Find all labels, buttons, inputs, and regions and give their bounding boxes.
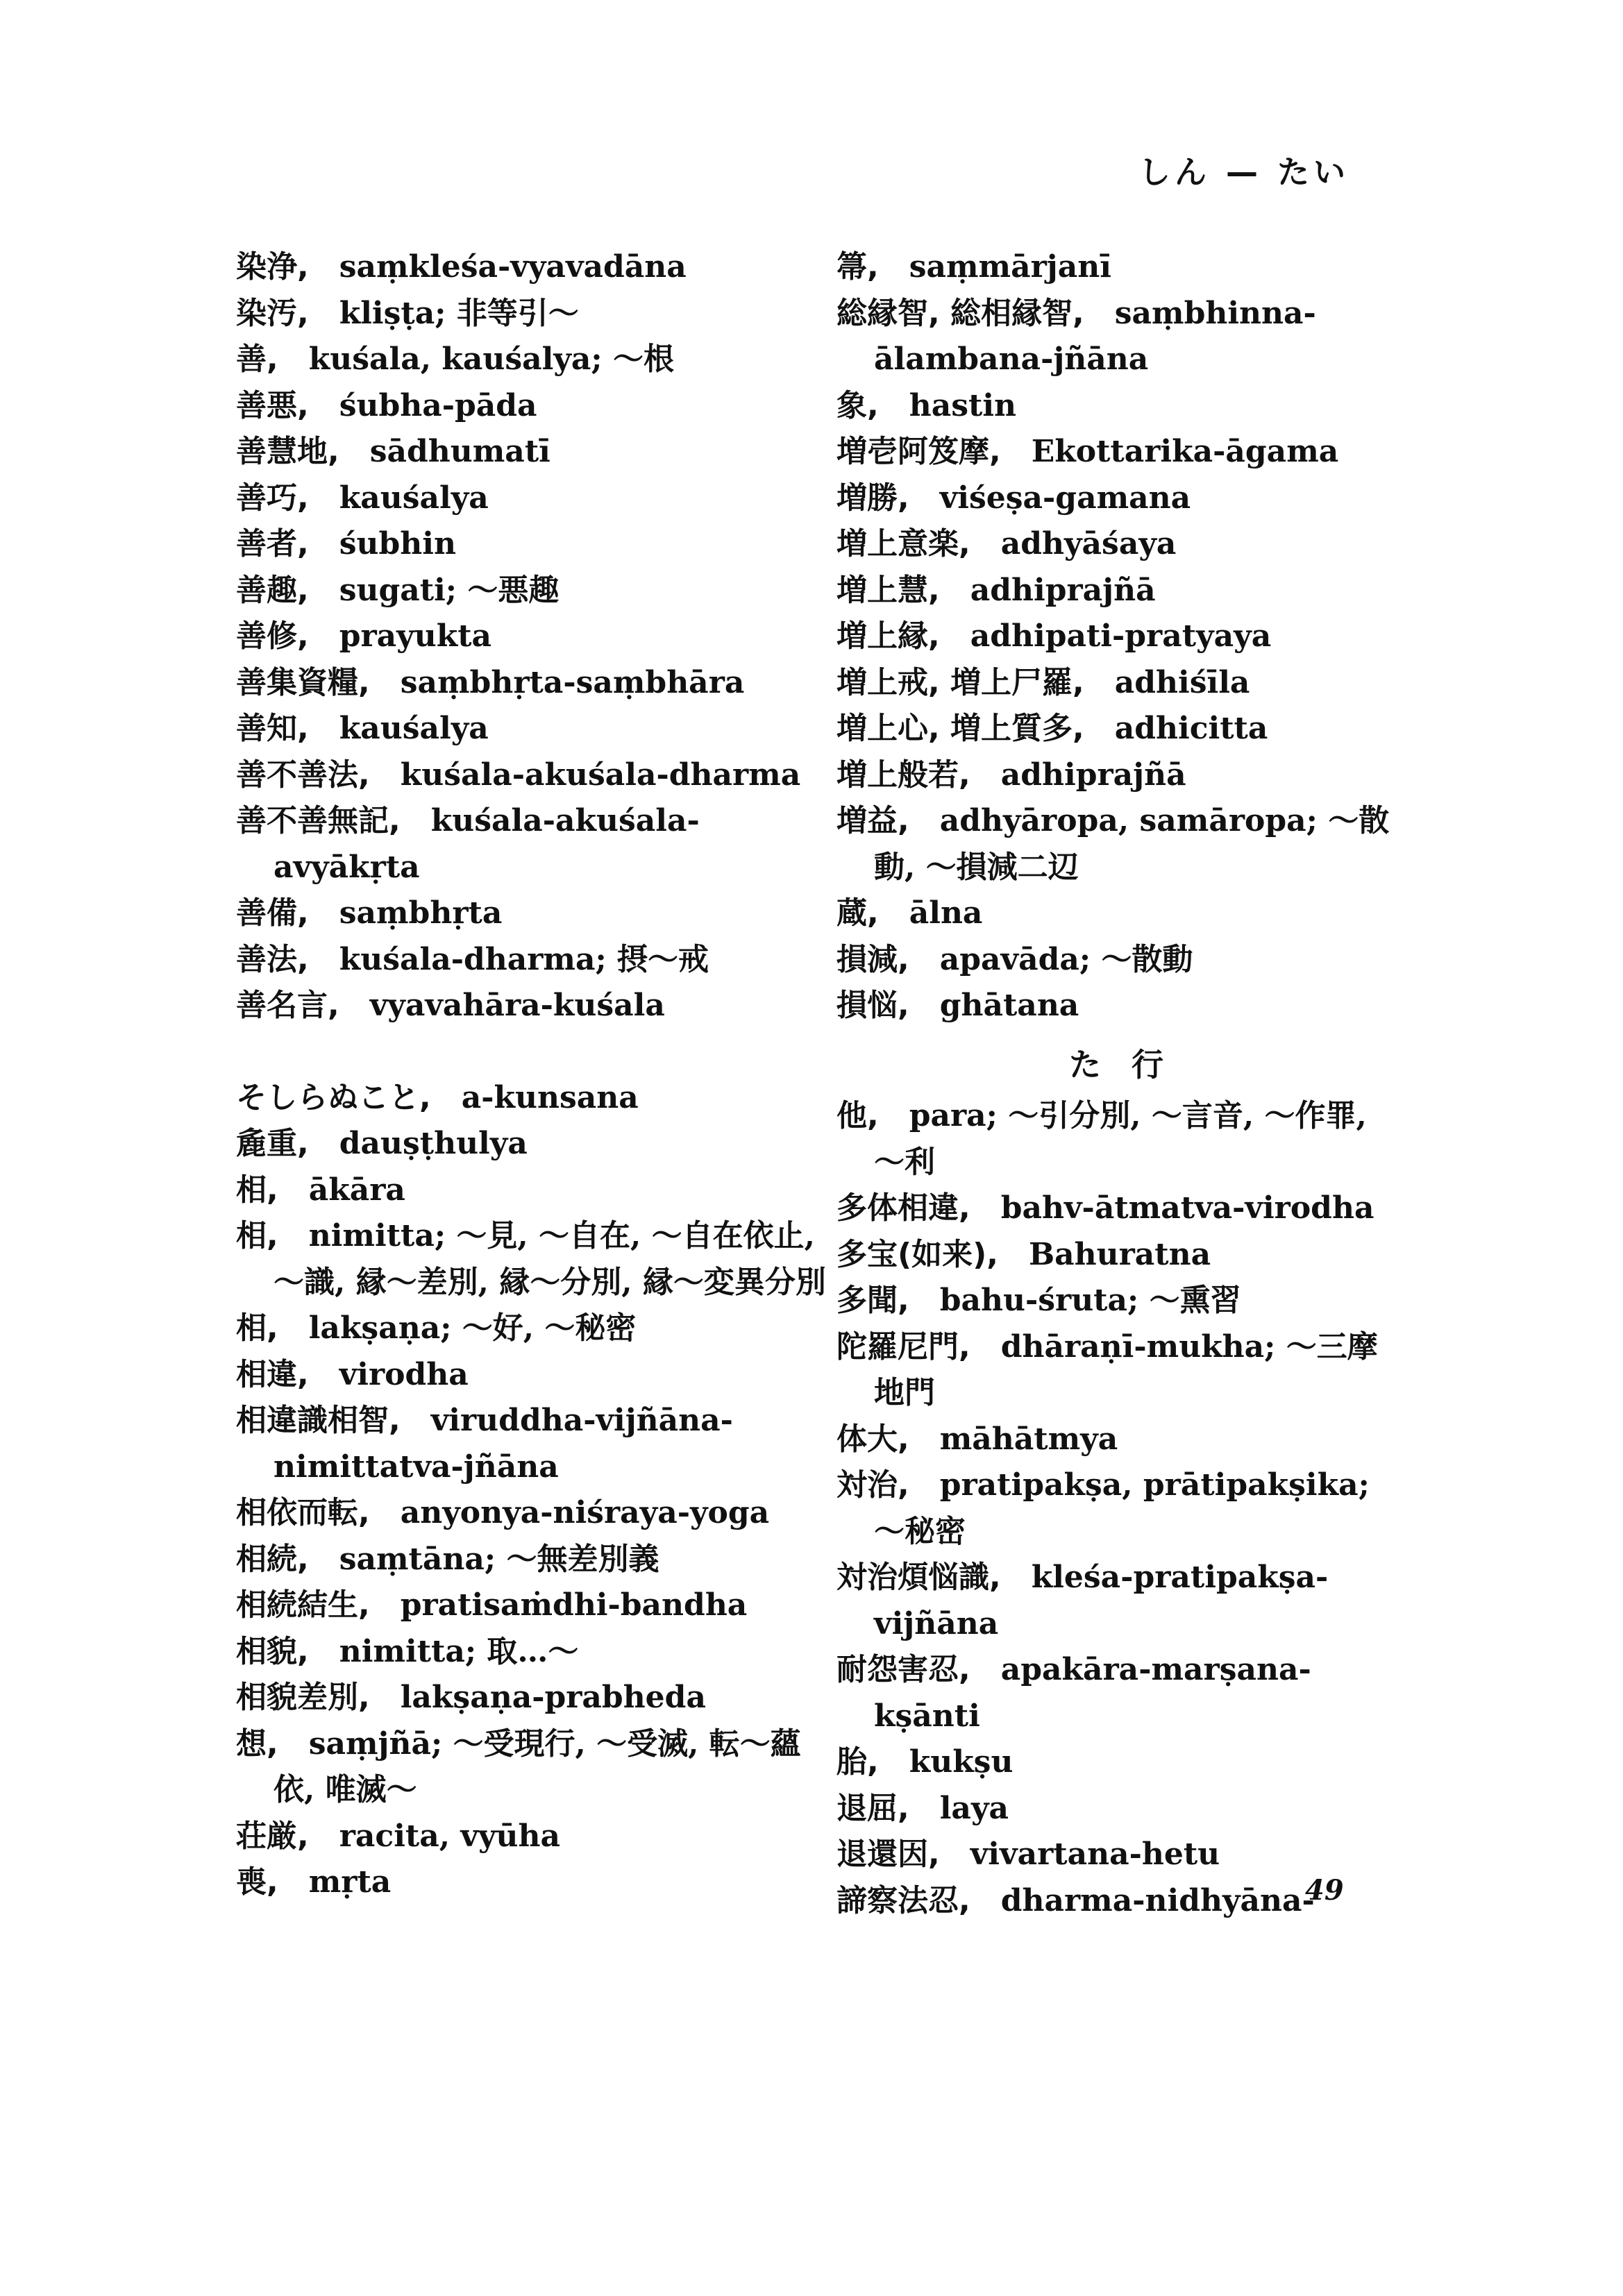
entry-headword: 相違, xyxy=(236,1356,309,1392)
entry-headword: 相続, xyxy=(236,1541,309,1577)
dictionary-entry xyxy=(836,568,1406,614)
section-heading: た 行 xyxy=(1068,1045,1173,1083)
entry-headword: 善巧, xyxy=(236,480,309,516)
entry-sanskrit: ākāra xyxy=(308,1172,405,1208)
entry-headword: 退屈, xyxy=(836,1790,909,1826)
entry-sanskrit: viśeṣa-gamana xyxy=(939,480,1191,516)
entry-headword: 善不善無記, xyxy=(236,803,401,838)
entry-sanskrit: Ekottarika-āgama xyxy=(1031,434,1339,469)
entry-headword: そしらぬこと, xyxy=(236,1079,431,1115)
entry-sanskrit: virodha xyxy=(339,1356,469,1392)
dictionary-entry xyxy=(236,244,833,291)
entry-headword: 相, xyxy=(236,1218,278,1253)
entry-sanskrit: ālna xyxy=(909,895,983,931)
dictionary-entry xyxy=(836,1185,1406,1232)
entry-headword: 多聞, xyxy=(836,1283,909,1318)
dictionary-entry xyxy=(836,1786,1406,1832)
entry-sanskrit: adhyāropa, samāropa; ～散動, ～損減二辺 xyxy=(874,803,1390,885)
dictionary-entry xyxy=(836,660,1406,707)
dictionary-entry xyxy=(236,752,833,799)
entry-sanskrit: hastin xyxy=(909,387,1017,423)
entry-headword: 増上慧, xyxy=(836,572,940,608)
entry-headword: 対治, xyxy=(836,1467,909,1503)
dictionary-entry xyxy=(236,1490,833,1537)
entry-sanskrit: nimitta; ～見, ～自在, ～自在依止, ～識, 縁～差別, 縁～分別, 縁～変異分別 xyxy=(274,1218,826,1300)
dictionary-entry xyxy=(236,1859,833,1906)
entry-sanskrit: adhipati-pratyaya xyxy=(970,618,1272,654)
entry-headword: 善慧地, xyxy=(236,434,339,469)
entry-headword: 相, xyxy=(236,1172,278,1208)
entry-headword: 相違識相智, xyxy=(236,1403,401,1438)
entry-headword: 損悩, xyxy=(836,988,909,1023)
entry-headword: 相続結生, xyxy=(236,1587,370,1623)
entry-headword: 増上縁, xyxy=(836,618,940,654)
entry-sanskrit: kukṣu xyxy=(909,1744,1014,1780)
dictionary-entry xyxy=(836,983,1406,1029)
entry-headword: 想, xyxy=(236,1725,278,1762)
entry-headword: 箒, xyxy=(836,249,879,285)
right-group-2 xyxy=(836,1093,1406,1924)
dictionary-entry xyxy=(836,890,1406,937)
page-number: 49 xyxy=(1305,1874,1344,1907)
entry-sanskrit: viruddha-vijñāna-nimittatva-jñāna xyxy=(274,1403,733,1485)
dictionary-entry xyxy=(836,291,1406,383)
entry-sanskrit: kuśala-akuśala-avyākṛta xyxy=(274,803,700,885)
entry-headword: 善修, xyxy=(236,618,309,654)
entry-headword: 蔵, xyxy=(836,895,879,931)
dictionary-entry xyxy=(836,475,1406,522)
entry-headword: 増益, xyxy=(836,803,909,838)
entry-sanskrit: pratipakṣa, prātipakṣika; ～秘密 xyxy=(874,1467,1370,1549)
entry-sanskrit: sādhumatī xyxy=(369,434,550,469)
dictionary-entry xyxy=(236,1213,833,1306)
entry-sanskrit: kauśalya xyxy=(339,711,489,746)
dictionary-entry xyxy=(236,798,833,890)
entry-sanskrit: śubhin xyxy=(339,526,456,562)
group-spacer xyxy=(836,1029,1406,1042)
entry-headword: 麁重, xyxy=(236,1126,309,1161)
dictionary-entry xyxy=(836,937,1406,984)
entry-sanskrit: sugati; ～悪趣 xyxy=(339,572,560,608)
entry-headword: 総縁智, 総相縁智, xyxy=(836,295,1084,331)
entry-headword: 善法, xyxy=(236,941,309,977)
entry-sanskrit: śubha-pāda xyxy=(339,387,537,423)
entry-headword: 相貌差別, xyxy=(236,1680,370,1715)
dictionary-entry xyxy=(836,244,1406,291)
entry-sanskrit: saṃbhinna-ālambana-jñāna xyxy=(874,295,1316,377)
entry-headword: 相依而転, xyxy=(236,1495,370,1530)
dictionary-entry xyxy=(836,1417,1406,1463)
dictionary-entry xyxy=(236,568,833,614)
dictionary-entry xyxy=(836,798,1406,890)
entry-sanskrit: adhicitta xyxy=(1114,711,1268,746)
dictionary-entry xyxy=(236,1814,833,1860)
entry-headword: 増壱阿笈摩, xyxy=(836,434,1001,469)
entry-headword: 善趣, xyxy=(236,572,309,608)
entry-sanskrit: kuśala-akuśala-dharma xyxy=(400,757,801,793)
dictionary-entry xyxy=(836,1462,1406,1555)
entry-sanskrit: anyonya-niśraya-yoga xyxy=(400,1495,770,1530)
group-spacer xyxy=(236,1029,833,1075)
dictionary-entry xyxy=(236,475,833,522)
entry-sanskrit: kuśala, kauśalya; ～根 xyxy=(308,341,674,377)
entry-sanskrit: saṃmārjanī xyxy=(909,249,1111,285)
left-column xyxy=(236,244,833,1906)
entry-headword: 損減, xyxy=(836,941,909,977)
dictionary-entry xyxy=(836,1832,1406,1878)
dictionary-entry xyxy=(236,1306,833,1352)
entry-sanskrit: lakṣaṇa-prabheda xyxy=(400,1680,706,1715)
dictionary-entry xyxy=(836,1093,1406,1185)
dictionary-entry xyxy=(236,383,833,430)
entry-headword: 増上般若, xyxy=(836,757,970,793)
entry-headword: 象, xyxy=(836,387,879,423)
entry-headword: 喪, xyxy=(236,1864,278,1900)
entry-headword: 善者, xyxy=(236,526,309,562)
entry-headword: 善悪, xyxy=(236,387,309,423)
entry-sanskrit: dharma-nidhyāna- xyxy=(1000,1882,1315,1918)
entry-sanskrit: bahv-ātmatva-virodha xyxy=(1000,1190,1374,1226)
entry-sanskrit: māhātmya xyxy=(939,1421,1118,1457)
dictionary-entry xyxy=(836,429,1406,475)
dictionary-entry xyxy=(236,1167,833,1214)
dictionary-entry xyxy=(236,337,833,383)
entry-sanskrit: saṃjñā; ～受現行, ～受滅, 転～蘊依, 唯滅～ xyxy=(274,1725,801,1807)
dictionary-entry xyxy=(836,752,1406,799)
entry-sanskrit: adhiprajñā xyxy=(970,572,1156,608)
entry-sanskrit: kuśala-dharma; 摂～戒 xyxy=(339,941,709,977)
dictionary-entry xyxy=(236,1629,833,1675)
entry-sanskrit: lakṣaṇa; ～好, ～秘密 xyxy=(308,1310,637,1346)
entry-headword: 退還因, xyxy=(836,1837,940,1872)
entry-sanskrit: saṃkleśa-vyavadāna xyxy=(339,249,687,285)
entry-sanskrit: kauśalya xyxy=(339,480,489,516)
entry-headword: 善集資糧, xyxy=(236,664,370,700)
entry-sanskrit: prayukta xyxy=(339,618,492,654)
dictionary-entry xyxy=(236,706,833,752)
right-group-1 xyxy=(836,244,1406,1029)
dictionary-entry xyxy=(836,1278,1406,1324)
entry-sanskrit: saṃbhṛta-saṃbhāra xyxy=(400,664,745,700)
dictionary-entry xyxy=(236,429,833,475)
entry-sanskrit: vivartana-hetu xyxy=(970,1837,1220,1872)
entry-sanskrit: dhāraṇī-mukha; ～三摩地門 xyxy=(874,1328,1378,1410)
entry-sanskrit: adhiśīla xyxy=(1114,664,1250,700)
entry-headword: 対治煩悩識, xyxy=(836,1560,1001,1595)
entry-sanskrit: para; ～引分別, ～言音, ～作罪, ～利 xyxy=(874,1098,1367,1180)
dictionary-entry xyxy=(236,937,833,984)
dictionary-entry xyxy=(236,1398,833,1490)
dictionary-entry xyxy=(236,1582,833,1629)
left-group-2 xyxy=(236,1075,833,1906)
dictionary-entry xyxy=(236,614,833,660)
entry-sanskrit: Bahuratna xyxy=(1028,1236,1211,1272)
dictionary-entry xyxy=(836,383,1406,430)
entry-headword: 体大, xyxy=(836,1421,909,1457)
entry-headword: 多体相違, xyxy=(836,1190,970,1226)
entry-headword: 善, xyxy=(236,341,278,377)
entry-headword: 耐怨害忍, xyxy=(836,1652,970,1687)
entry-sanskrit: saṃtāna; ～無差別義 xyxy=(339,1541,659,1577)
entry-sanskrit: apakāra-marṣana-kṣānti xyxy=(874,1652,1311,1734)
entry-sanskrit: vyavahāra-kuśala xyxy=(369,988,665,1023)
dictionary-entry xyxy=(236,1075,833,1122)
entry-sanskrit: laya xyxy=(939,1790,1009,1826)
dictionary-entry xyxy=(236,1352,833,1399)
entry-sanskrit: ghātana xyxy=(939,988,1079,1023)
dictionary-entry xyxy=(836,521,1406,568)
entry-sanskrit: bahu-śruta; ～熏習 xyxy=(939,1283,1241,1318)
dictionary-entry xyxy=(836,1647,1406,1739)
entry-headword: 善不善法, xyxy=(236,757,370,793)
entry-sanskrit: adhiprajñā xyxy=(1000,757,1186,793)
left-group-1 xyxy=(236,244,833,1029)
dictionary-entry xyxy=(236,1537,833,1583)
dictionary-entry xyxy=(236,890,833,937)
entry-headword: 染汚, xyxy=(236,295,309,331)
entry-headword: 相貌, xyxy=(236,1633,309,1669)
entry-sanskrit: adhyāśaya xyxy=(1000,526,1177,562)
dictionary-entry xyxy=(236,1675,833,1721)
dictionary-entry xyxy=(836,706,1406,752)
entry-headword: 増上意楽, xyxy=(836,526,970,562)
dictionary-entry xyxy=(836,614,1406,660)
entry-headword: 増上心, 増上質多, xyxy=(836,711,1084,746)
entry-sanskrit: saṃbhṛta xyxy=(339,895,503,931)
entry-headword: 善備, xyxy=(236,895,309,931)
entry-headword: 増上戒, 増上尸羅, xyxy=(836,664,1084,700)
dictionary-entry xyxy=(836,1232,1406,1278)
entry-headword: 他, xyxy=(836,1098,879,1133)
entry-headword: 相, xyxy=(236,1310,278,1346)
entry-headword: 多宝(如来), xyxy=(836,1236,998,1272)
entry-sanskrit: pratisaṁdhi-bandha xyxy=(400,1587,748,1623)
dictionary-entry xyxy=(236,521,833,568)
entry-headword: 諦察法忍, xyxy=(836,1882,970,1918)
entry-headword: 染浄, xyxy=(236,249,309,285)
running-head: しん — たい xyxy=(1138,153,1350,191)
group-spacer xyxy=(836,1088,1406,1093)
dictionary-entry xyxy=(836,1739,1406,1786)
entry-sanskrit: kleśa-pratipakṣa-vijñāna xyxy=(874,1560,1329,1641)
dictionary-entry xyxy=(836,1324,1406,1417)
dictionary-entry xyxy=(236,291,833,337)
entry-sanskrit: a-kunsana xyxy=(461,1079,639,1115)
entry-sanskrit: nimitta; 取…～ xyxy=(339,1633,579,1669)
entry-headword: 陀羅尼門, xyxy=(836,1328,970,1365)
entry-sanskrit: kliṣṭa; 非等引～ xyxy=(339,295,579,331)
dictionary-entry xyxy=(236,660,833,707)
dictionary-entry xyxy=(836,1555,1406,1647)
entry-sanskrit: racita, vyūha xyxy=(339,1818,561,1854)
entry-headword: 胎, xyxy=(836,1744,879,1780)
entry-headword: 善名言, xyxy=(236,988,339,1023)
entry-sanskrit: apavāda; ～散動 xyxy=(939,941,1193,977)
dictionary-entry xyxy=(236,1721,833,1814)
entry-headword: 増勝, xyxy=(836,480,909,516)
entry-headword: 荘厳, xyxy=(236,1818,309,1854)
dictionary-entry xyxy=(236,983,833,1029)
dictionary-entry xyxy=(236,1121,833,1167)
entry-sanskrit: dauṣṭhulya xyxy=(339,1126,528,1161)
entry-headword: 善知, xyxy=(236,711,309,746)
entry-sanskrit: mṛta xyxy=(308,1864,392,1900)
right-column xyxy=(836,244,1406,1924)
